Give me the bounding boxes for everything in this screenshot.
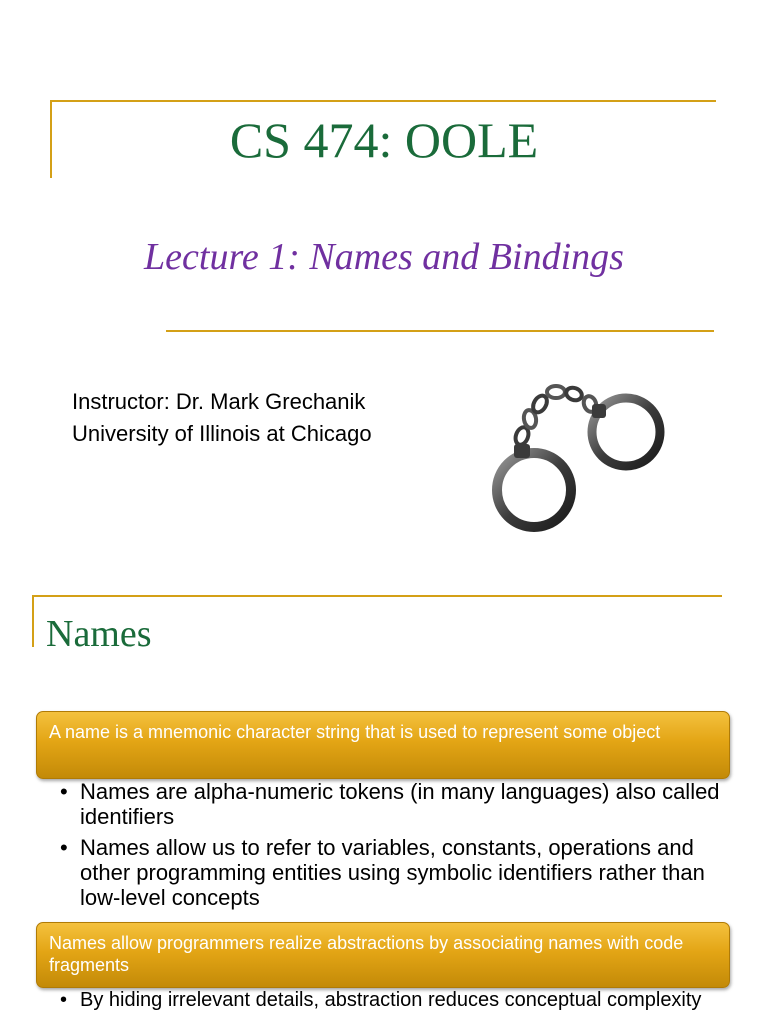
names-heading: Names [46,613,152,655]
list-item: • Names allow us to refer to variables, constants, operations and other programming entities using symbolic identifiers rather than low-level concepts [58,835,738,910]
list-item: • By hiding irrelevant details, abstraction reduces conceptual complexity [58,988,738,1012]
subtitle-divider [166,330,714,332]
names-accent-vertical [32,595,34,647]
definition-bullet-list [58,779,738,916]
abstraction-box: Names allow programmers realize abstractions by associating names with code fragments [36,922,730,988]
instructor-info [72,386,372,450]
instructor-name: Instructor: Dr. Mark Grechanik [72,389,366,414]
title-accent-top [50,100,716,102]
slide-subtitle: Lecture 1: Names and Bindings [144,236,624,278]
abstraction-bullet-list [58,988,738,1012]
list-item: • Names are alpha-numeric tokens (in many languages) also called identifiers [58,779,738,829]
names-accent-top [32,595,722,597]
slide-title: CS 474: OOLE [229,112,539,168]
instructor-affiliation: University of Illinois at Chicago [72,421,372,446]
definition-box: A name is a mnemonic character string that is used to represent some object [36,711,730,779]
handcuffs-icon [484,374,680,534]
